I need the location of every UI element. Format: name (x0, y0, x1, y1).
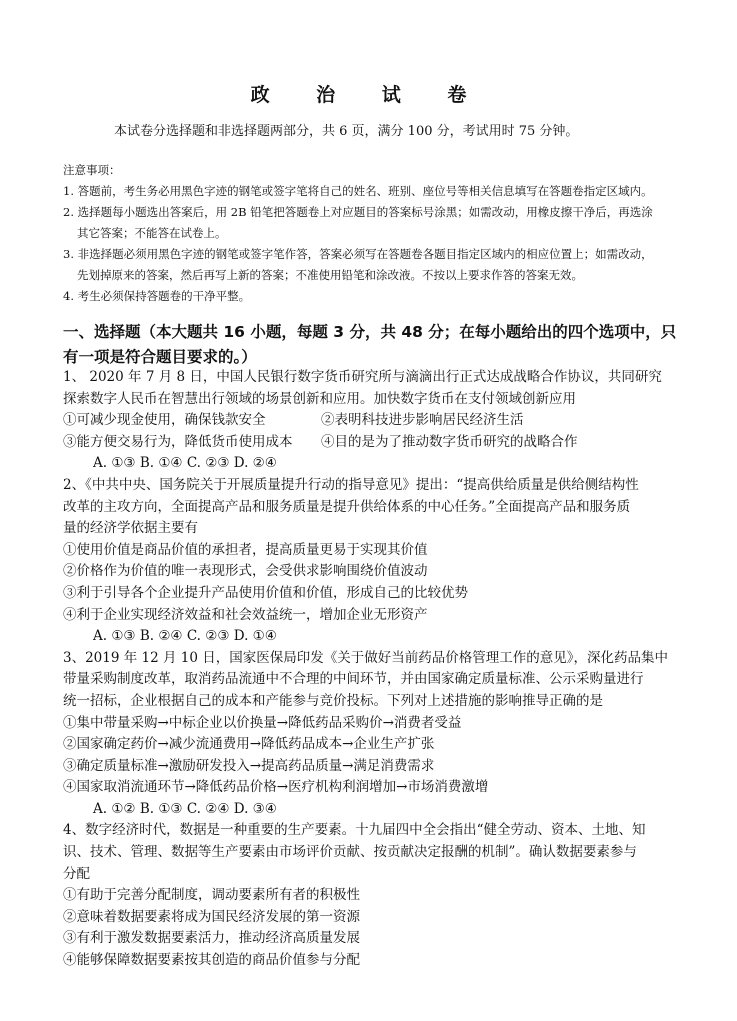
notes-heading: 注意事项： (63, 163, 121, 177)
question-3-option: ②国家确定药价→减少流通费用→降低药品成本→企业生产扩张 (63, 736, 435, 753)
question-1-option: ③能方便交易行为，降低货币使用成本 (63, 433, 293, 450)
question-1-options-row (63, 410, 683, 432)
section-heading-line: 一、选择题（本大题共 16 小题，每题 3 分，共 48 分；在每小题给出的四个选项中，只 (63, 323, 677, 341)
question-4-text: 4、数字经济时代，数据是一种重要的生产要素。十九届四中全会指出“健全劳动、资本、土地、知 (63, 822, 646, 839)
question-3-option: ④国家取消流通环节→降低药品价格→医疗机构利润增加→市场消费激增 (63, 779, 489, 796)
question-2-text: 量的经济学依据主要有 (63, 520, 198, 537)
note-line: 2. 选择题每小题选出答案后，用 2B 铅笔把答题卷上对应题目的答案标号涂黑；如需改动，用橡皮擦干净后，再选涂 (63, 205, 653, 219)
note-line: 其它答案；不能答在试卷上。 (77, 226, 227, 240)
section-heading-line: 有一项是符合题目要求的。） (63, 348, 257, 366)
question-2-option: ②价格作为价值的唯一表现形式，会受供求影响围绕价值波动 (63, 563, 428, 580)
question-1-options-row (63, 432, 683, 454)
question-1-text: 1、 2020 年 7 月 8 日，中国人民银行数字货币研究所与滴滴出行正式达成战略合作协议，共同研究 (63, 369, 662, 385)
question-1-text: 探索数字人民币在智慧出行领域的场景创新和应用。加快数字货币在支付领域创新应用 (63, 390, 576, 407)
question-3-text: 3、2019 年 12 月 10 日，国家医保局印发《关于做好当前药品价格管理工作的意见》，深化药品集中 (63, 649, 669, 666)
page-title: 政 治 试 卷 (250, 84, 487, 106)
question-1-option: ①可减少现金使用，确保钱款安全 (63, 412, 266, 429)
question-4-option: ②意味着数据要素将成为国民经济发展的第一资源 (63, 908, 360, 925)
question-2-text: 2、《中共中央、国务院关于开展质量提升行动的指导意见》提出：“提高供给质量是供给侧结构性 (63, 476, 639, 493)
question-1-answers: A. ①③ B. ①④ C. ②③ D. ②④ (93, 455, 277, 472)
note-line: 3. 非选择题必须用黑色字迹的钢笔或签字笔作答，答案必须写在答题卷各题目指定区域内的相应位置上；如需改动， (63, 247, 653, 261)
question-4-text: 识、技术、管理、数据等生产要素由市场评价贡献、按贡献决定报酬的机制”。确认数据要素参与 (63, 844, 637, 861)
question-2-text: 改革的主攻方向，全面提高产品和服务质量是提升供给体系的中心任务。”全面提高产品和服务质 (63, 498, 631, 515)
question-3-text: 带量采购制度改革，取消药品流通中不合理的中间环节，并由国家确定质量标准、公示采购量进行 (63, 671, 644, 688)
question-2-option: ④利于企业实现经济效益和社会效益统一，增加企业无形资产 (63, 606, 428, 623)
question-3-option: ③确定质量标准→激励研发投入→提高药品质量→满足消费需求 (63, 757, 435, 774)
question-1-option: ④目的是为了推动数字货币研究的战略合作 (321, 433, 578, 450)
question-3-text: 统一招标，企业根据自己的成本和产能参与竞价投标。下列对上述措施的影响推导正确的是 (63, 692, 603, 709)
question-2-answers: A. ①③ B. ②④ C. ②③ D. ①④ (93, 628, 277, 645)
exam-intro: 本试卷分选择题和非选择题两部分，共 6 页，满分 100 分，考试用时 75 分钟。 (114, 124, 579, 139)
questions-body (63, 367, 683, 972)
question-4-option: ①有助于完善分配制度，调动要素所有者的积极性 (63, 887, 360, 904)
question-3-answers: A. ①② B. ①③ C. ②④ D. ③④ (93, 800, 277, 817)
note-line: 1. 答题前，考生务必用黑色字迹的钢笔或签字笔将自己的姓名、班别、座位号等相关信息填写在答题卷指定区域内。 (63, 184, 653, 198)
question-4-text: 分配 (63, 865, 90, 882)
note-line: 4. 考生必须保持答题卷的干净平整。 (63, 289, 251, 303)
note-line: 先划掉原来的答案，然后再写上新的答案；不准使用铅笔和涂改液。不按以上要求作答的答案无效。 (77, 268, 583, 282)
question-1-option: ②表明科技进步影响居民经济生活 (321, 412, 524, 429)
section-heading (63, 320, 683, 370)
question-3-option: ①集中带量采购→中标企业以价换量→降低药品采购价→消费者受益 (63, 714, 462, 731)
question-4-option: ④能够保障数据要素按其创造的商品价值参与分配 (63, 952, 360, 969)
question-4-option: ③有利于激发数据要素活力，推动经济高质量发展 (63, 930, 360, 947)
question-2-option: ①使用价值是商品价值的承担者，提高质量更易于实现其价值 (63, 541, 428, 558)
notes-block (63, 160, 683, 307)
question-2-option: ③利于引导各个企业提升产品使用价值和价值，形成自己的比较优势 (63, 584, 468, 601)
